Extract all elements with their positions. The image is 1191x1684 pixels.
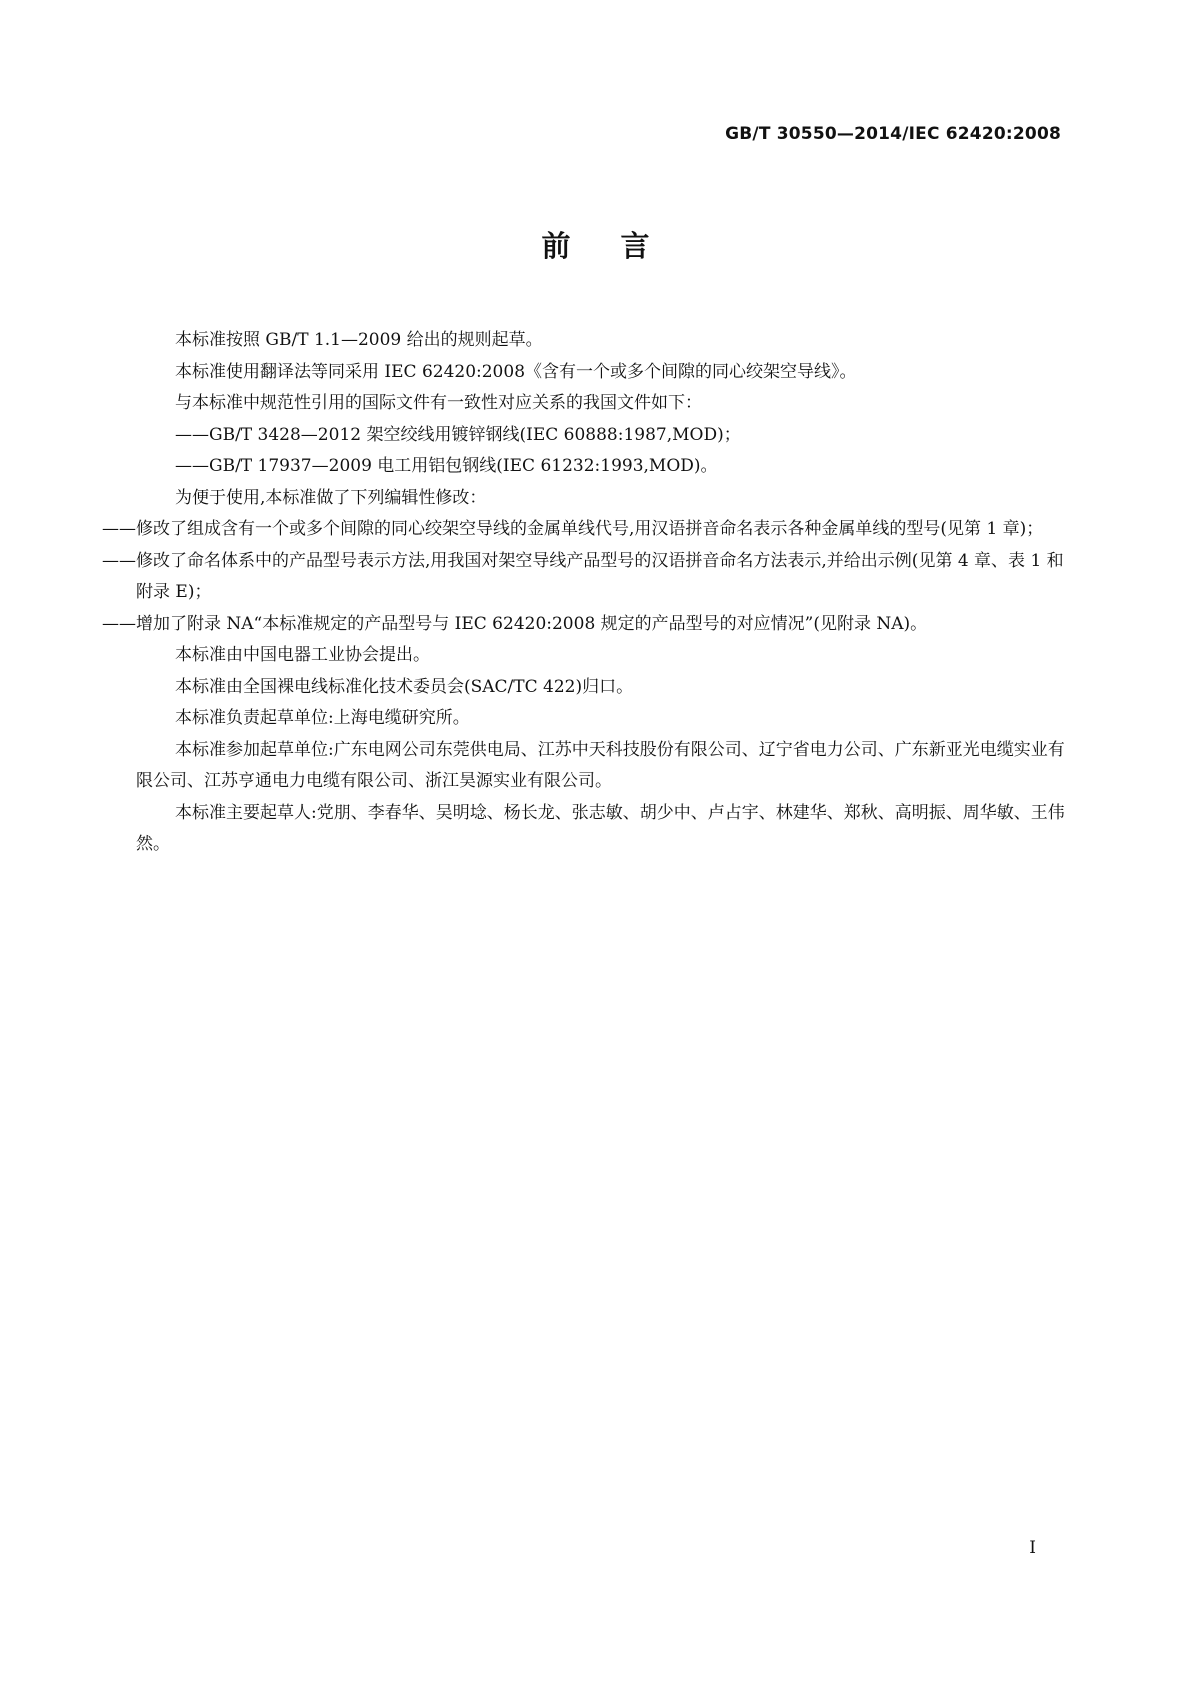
list-item-change-3: ——增加了附录 NA“本标准规定的产品型号与 IEC 62420:2008 规定的产品型号的对应情况”(见附录 NA)。 [102,613,928,634]
paragraph-centralized-by: 本标准由全国裸电线标准化技术委员会(SAC/TC 422)归口。 [175,676,634,697]
list-item-reference-2: ——GB/T 17937—2009 电工用铝包钢线(IEC 61232:1993,MOD)。 [175,456,718,476]
paragraph-proposed-by: 本标准由中国电器工业协会提出。 [175,645,430,665]
paragraph-editorial-changes-intro: 为便于使用,本标准做了下列编辑性修改： [175,487,487,508]
list-item-reference-1: ——GB/T 3428—2012 架空绞线用镀锌钢线(IEC 60888:1987,MOD)； [175,424,741,445]
page-title: 前言 [541,229,700,263]
list-item-change-2: ——修改了命名体系中的产品型号表示方法,用我国对架空导线产品型号的汉语拼音命名方法表示,并给出示例(见第 4 章、表 1 和附录 E)； [102,550,1064,602]
paragraph-correspondence-intro: 与本标准中规范性引用的国际文件有一致性对应关系的我国文件如下： [175,393,702,413]
list-item-change-1: ——修改了组成含有一个或多个间隙的同心绞架空导线的金属单线代号,用汉语拼音命名表示各种金属单线的型号(见第 1 章)； [102,519,1044,539]
paragraph-translation-method: 本标准使用翻译法等同采用 IEC 62420:2008《含有一个或多个间隙的同心绞架空导线》。 [175,361,857,382]
standard-code-header: GB/T 30550—2014/IEC 62420:2008 [725,124,1061,144]
paragraph-drafting-rules: 本标准按照 GB/T 1.1—2009 给出的规则起草。 [175,330,543,350]
paragraph-responsible-drafter: 本标准负责起草单位:上海电缆研究所。 [175,708,470,728]
paragraph-main-drafters: 本标准主要起草人:党朋、李春华、吴明埝、杨长龙、张志敏、胡少中、卢占宇、林建华、郑秋、高明振、周华敏、王伟然。 [136,802,1065,854]
paragraph-participating-drafters: 本标准参加起草单位:广东电网公司东莞供电局、江苏中天科技股份有限公司、辽宁省电力公司、广东新亚光电缆实业有限公司、江苏亨通电力电缆有限公司、浙江昊源实业有限公司。 [136,739,1065,791]
foreword-body [102,325,1066,861]
page-number: I [1029,1538,1036,1558]
